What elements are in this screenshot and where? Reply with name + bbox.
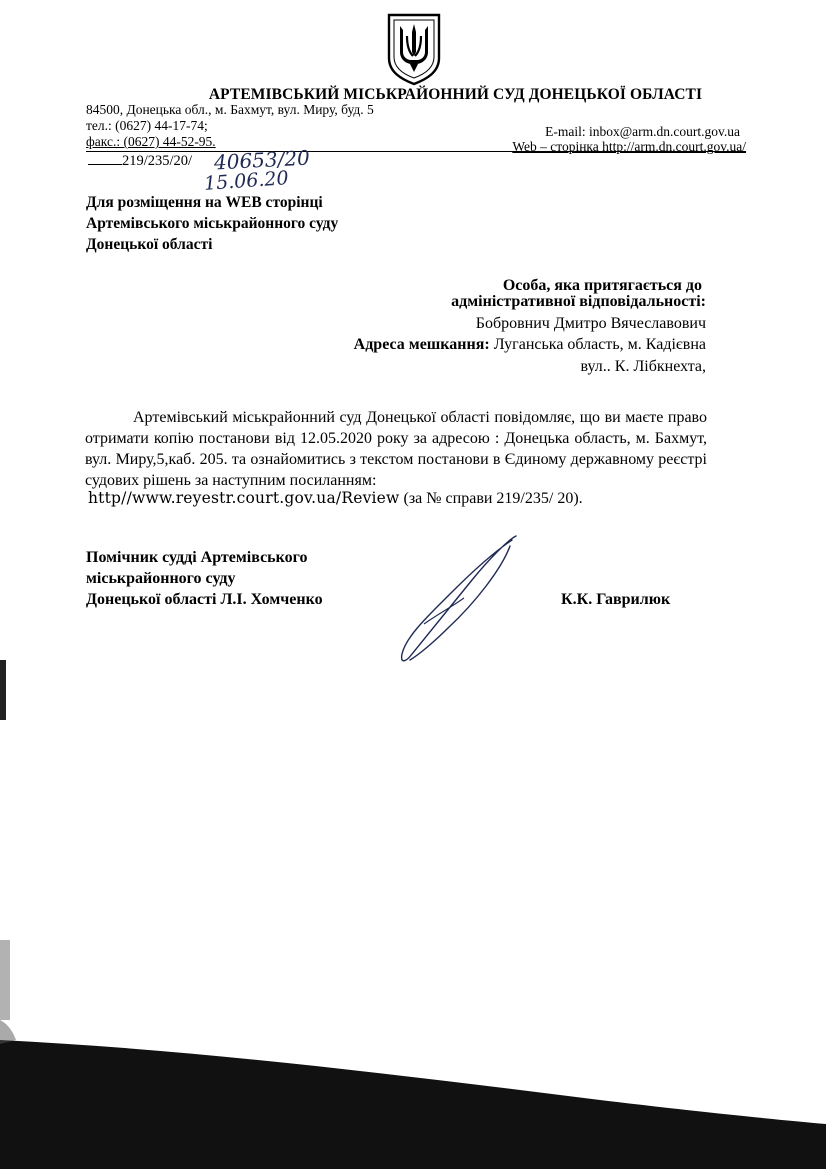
court-fax: факс.: (0627) 44-52-95. bbox=[86, 134, 216, 149]
court-phone: тел.: (0627) 44-17-74; bbox=[86, 118, 208, 133]
signer-block bbox=[86, 547, 323, 610]
notice-paragraph: Артемівський міськрайонний суд Донецької області повідомляє, що ви маєте право отримати копію постанови від 12.05.2020 року за адресою : Донецька область, м. Бахмут, вул. Миру,5,каб. 205. та ознайомитись з текстом постанови в Єдиному державному реєстрі судових рішень за наступним посиланням: bbox=[85, 409, 707, 489]
handwritten-number: 40653 bbox=[213, 147, 279, 175]
court-website: Web – сторінка http://arm.dn.court.gov.ua/ bbox=[512, 139, 746, 154]
coat-of-arms-icon bbox=[385, 12, 443, 86]
placement-line: Донецької області bbox=[86, 236, 213, 253]
handwritten-outgoing-number: 40653/20 bbox=[213, 145, 311, 175]
scan-edge-artifact bbox=[0, 660, 14, 1020]
recipient-street: вул.. К. Лібкнехта, bbox=[580, 358, 706, 375]
court-email: E-mail: inbox@arm.dn.court.gov.ua bbox=[545, 124, 740, 139]
signatory-name: К.К. Гаврилюк bbox=[561, 591, 671, 608]
address-label: Адреса мешкання: bbox=[353, 336, 490, 353]
number-blank-line bbox=[88, 150, 122, 165]
court-name: АРТЕМІВСЬКИЙ МІСЬКРАЙОННИЙ СУД ДОНЕЦЬКОЇ ОБЛАСТІ bbox=[208, 86, 703, 103]
court-address: 84500, Донецька обл., м. Бахмут, вул. Миру, буд. 5 bbox=[86, 102, 374, 117]
handwritten-signature bbox=[390, 528, 530, 668]
recipient-address bbox=[354, 334, 706, 356]
scan-shadow-artifact bbox=[0, 1020, 826, 1169]
recipient-label-cont: адміністративної відповідальності: bbox=[451, 293, 706, 310]
recipient-label: Особа, яка притягається до bbox=[502, 277, 702, 294]
address-value: Луганська область, м. Кадієвна bbox=[489, 336, 706, 353]
notice-body bbox=[85, 407, 707, 491]
signer-line: міськрайонного суду bbox=[86, 570, 236, 587]
case-number-note: (за № справи 219/235/ 20). bbox=[399, 490, 583, 507]
handwritten-year: 20 bbox=[283, 145, 311, 171]
recipient-name: Бобровнич Дмитро Вячеславович bbox=[475, 315, 706, 332]
handwritten-date: 15.06.20 bbox=[203, 167, 290, 195]
registry-link bbox=[88, 489, 583, 508]
placement-line: Артемівського міськрайонного суду bbox=[86, 215, 339, 232]
outgoing-number-prefix: 219/235/20/ bbox=[122, 153, 193, 169]
placement-note bbox=[86, 192, 338, 255]
placement-line: Для розміщення на WEB сторінці bbox=[86, 194, 323, 211]
signer-line: Донецької області Л.І. Хомченко bbox=[86, 591, 323, 608]
outgoing-number bbox=[88, 150, 192, 170]
signer-line: Помічник судді Артемівського bbox=[86, 549, 308, 566]
registry-url[interactable]: http//www.reyestr.court.gov.ua/Review bbox=[88, 489, 400, 507]
